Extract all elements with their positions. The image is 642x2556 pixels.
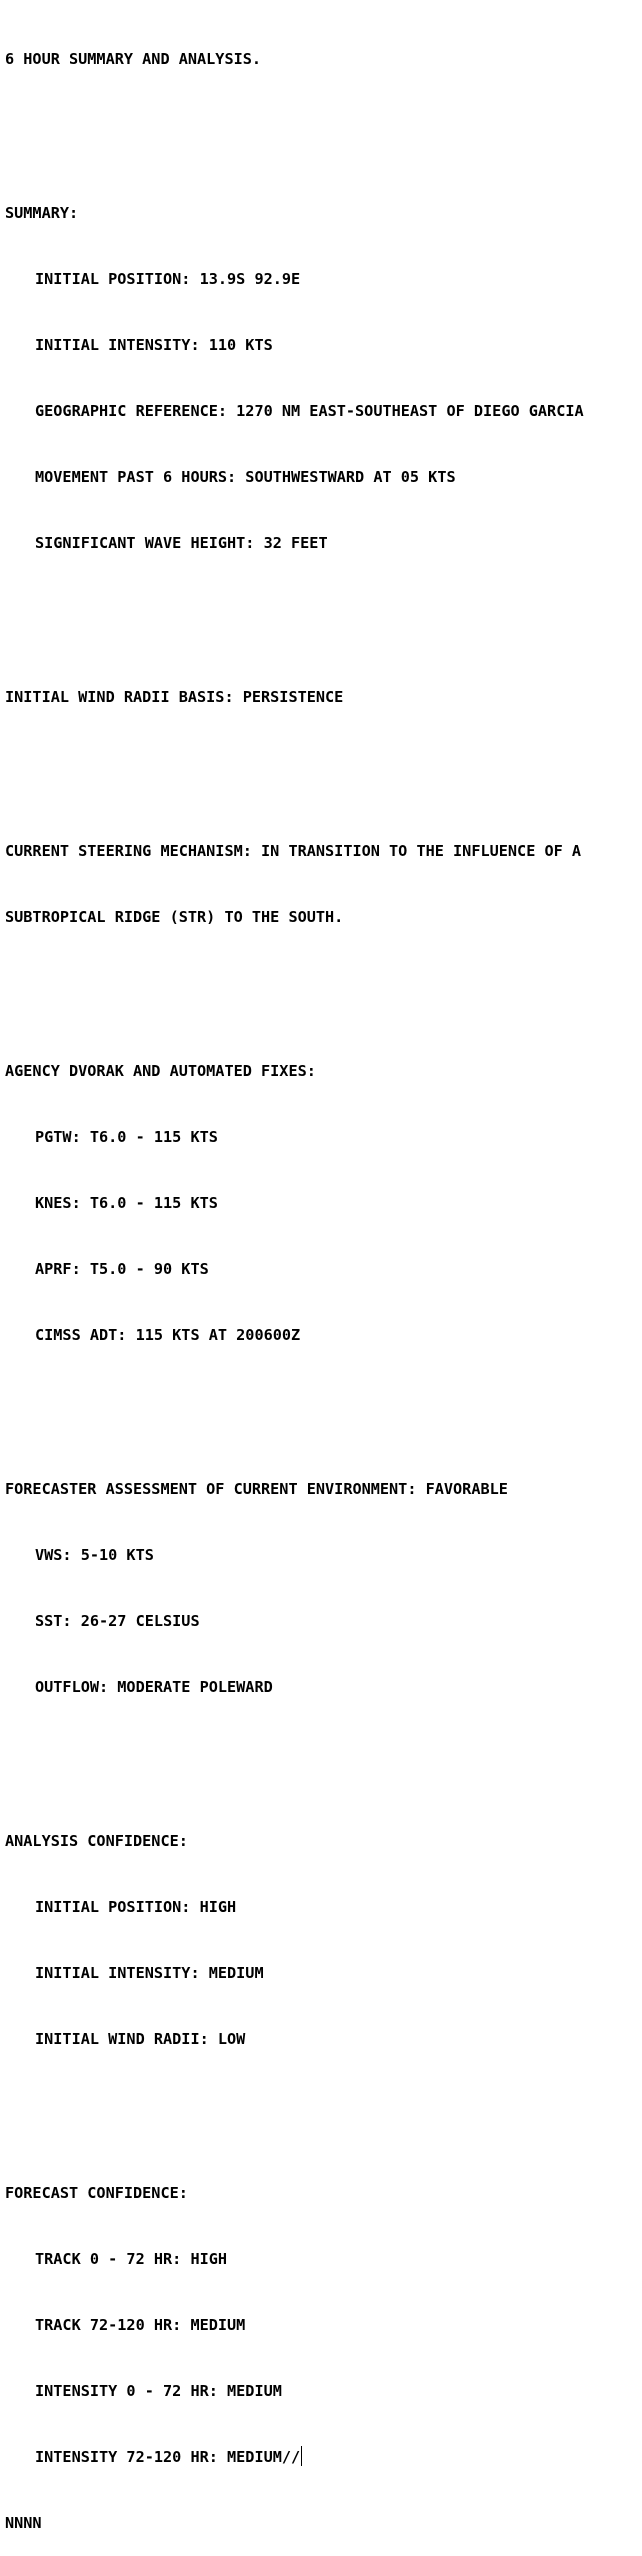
forecast-confidence-heading: FORECAST CONFIDENCE: <box>5 2184 188 2202</box>
forecast-confidence-track-72-120: TRACK 72-120 HR: MEDIUM <box>35 2316 246 2334</box>
blank-line <box>5 1390 641 1412</box>
blank-line <box>5 972 641 994</box>
environment-vws: VWS: 5-10 KTS <box>35 1546 154 1564</box>
fix-knes: KNES: T6.0 - 115 KTS <box>35 1194 218 1212</box>
summary-initial-position: INITIAL POSITION: 13.9S 92.9E <box>35 270 301 288</box>
analysis-confidence-wind-radii: INITIAL WIND RADII: LOW <box>35 2030 246 2048</box>
forecast-confidence-intensity-72-120-row[interactable] <box>5 2446 641 2468</box>
bulletin-title: 6 HOUR SUMMARY AND ANALYSIS. <box>5 50 262 68</box>
blank-line <box>5 114 641 136</box>
fix-cimss: CIMSS ADT: 115 KTS AT 200600Z <box>35 1326 301 1344</box>
forecast-confidence-intensity-0-72: INTENSITY 0 - 72 HR: MEDIUM <box>35 2382 282 2400</box>
blank-line <box>5 2094 641 2116</box>
forecast-confidence-intensity-72-120: INTENSITY 72-120 HR: MEDIUM// <box>35 2448 301 2466</box>
blank-line <box>5 1742 641 1764</box>
analysis-confidence-heading: ANALYSIS CONFIDENCE: <box>5 1832 188 1850</box>
steering-line-2: SUBTROPICAL RIDGE (STR) TO THE SOUTH. <box>5 908 344 926</box>
environment-sst: SST: 26-27 CELSIUS <box>35 1612 200 1630</box>
summary-heading: SUMMARY: <box>5 204 79 222</box>
fix-pgtw: PGTW: T6.0 - 115 KTS <box>35 1128 218 1146</box>
blank-line <box>5 752 641 774</box>
bulletin-document <box>5 4 641 2556</box>
summary-geographic-reference: GEOGRAPHIC REFERENCE: 1270 NM EAST-SOUTHEAST OF DIEGO GARCIA <box>35 402 584 420</box>
wind-radii-basis: INITIAL WIND RADII BASIS: PERSISTENCE <box>5 688 344 706</box>
summary-movement: MOVEMENT PAST 6 HOURS: SOUTHWESTWARD AT 05 KTS <box>35 468 456 486</box>
summary-wave-height: SIGNIFICANT WAVE HEIGHT: 32 FEET <box>35 534 328 552</box>
summary-initial-intensity: INITIAL INTENSITY: 110 KTS <box>35 336 273 354</box>
end-marker: NNNN <box>5 2514 42 2532</box>
fix-aprf: APRF: T5.0 - 90 KTS <box>35 1260 209 1278</box>
text-cursor <box>301 2446 302 2466</box>
steering-line-1: CURRENT STEERING MECHANISM: IN TRANSITION TO THE INFLUENCE OF A <box>5 842 582 860</box>
blank-line <box>5 598 641 620</box>
analysis-confidence-position: INITIAL POSITION: HIGH <box>35 1898 237 1916</box>
analysis-confidence-intensity: INITIAL INTENSITY: MEDIUM <box>35 1964 264 1982</box>
environment-outflow: OUTFLOW: MODERATE POLEWARD <box>35 1678 273 1696</box>
environment-heading: FORECASTER ASSESSMENT OF CURRENT ENVIRONMENT: FAVORABLE <box>5 1480 508 1498</box>
forecast-confidence-track-0-72: TRACK 0 - 72 HR: HIGH <box>35 2250 228 2268</box>
fixes-heading: AGENCY DVORAK AND AUTOMATED FIXES: <box>5 1062 316 1080</box>
